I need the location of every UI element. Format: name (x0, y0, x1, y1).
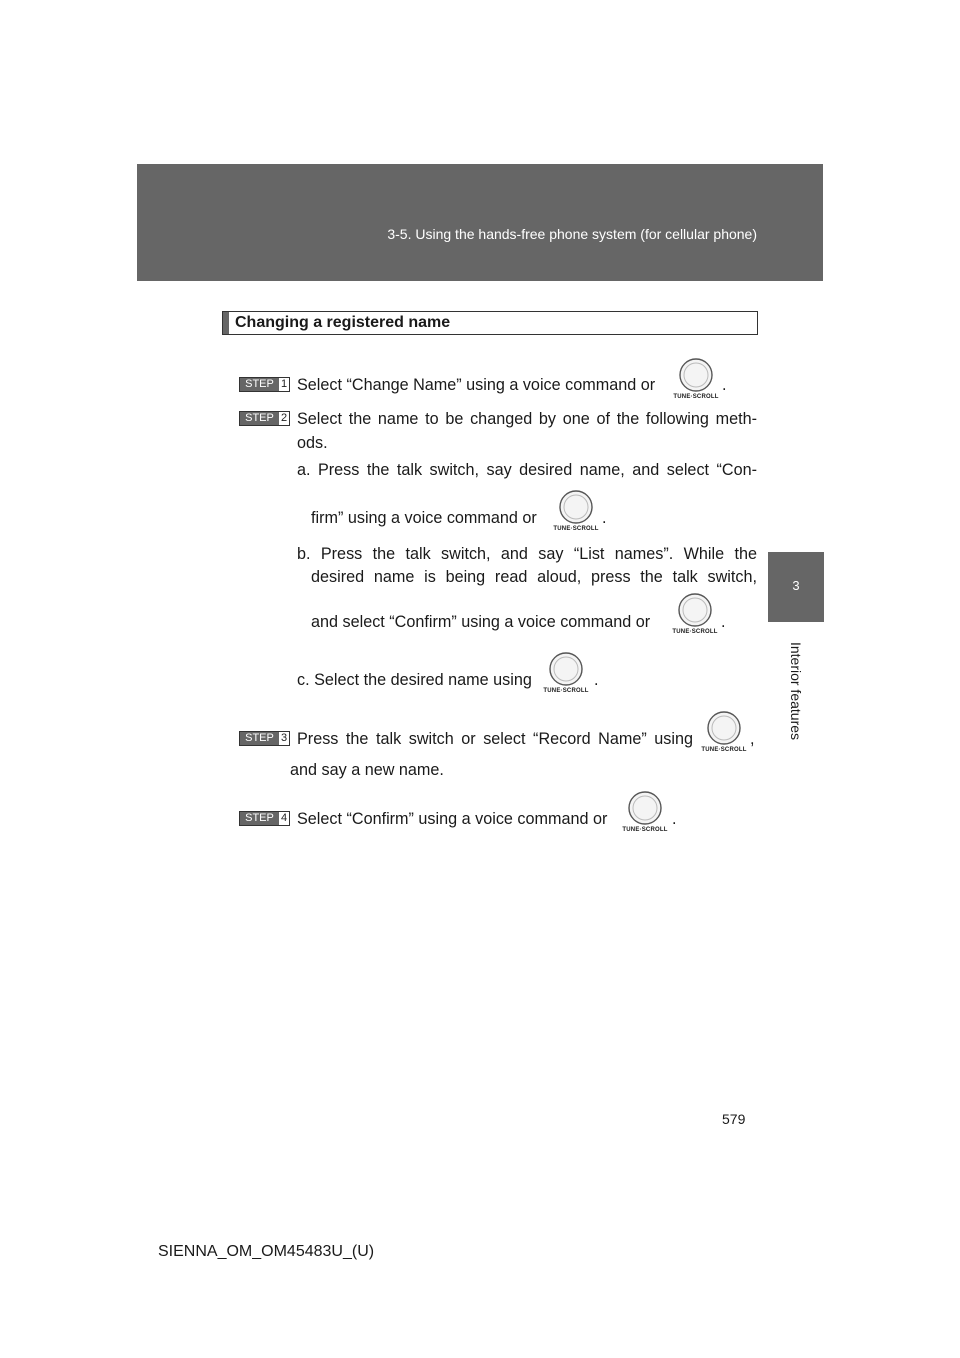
document-code: SIENNA_OM_OM45483U_(U) (158, 1243, 375, 1260)
knob-label: TUNE·SCROLL (673, 394, 719, 400)
step-3-end: , (750, 730, 755, 748)
step-1-text: Select “Change Name” using a voice command or (297, 376, 656, 394)
tune-scroll-knob-icon (700, 711, 748, 757)
substep-b-text-cont2: and select “Confirm” using a voice command or (311, 613, 651, 631)
substep-b-text-cont: desired name is being read aloud, press the talk switch, (311, 568, 757, 586)
tune-scroll-knob-icon (552, 490, 600, 536)
page-number: 579 (722, 1111, 746, 1127)
section-heading (222, 311, 758, 335)
chapter-header (137, 164, 823, 281)
step-badge-2 (239, 411, 290, 426)
substep-a-end: . (602, 509, 607, 527)
step-number: 1 (280, 378, 288, 390)
chapter-label: Interior features (788, 641, 804, 741)
knob-label: TUNE·SCROLL (672, 629, 718, 635)
step-4-end: . (672, 810, 677, 828)
substep-a-text-cont: firm” using a voice command or (311, 509, 537, 527)
step-number: 4 (280, 812, 288, 824)
step-2-text-cont: ods. (297, 434, 328, 452)
substep-b-text: b. Press the talk switch, and say “List names”. While the (297, 545, 757, 563)
knob-label: TUNE·SCROLL (543, 688, 589, 694)
step-number: 3 (280, 732, 288, 744)
knob-label: TUNE·SCROLL (622, 827, 668, 833)
tune-scroll-knob-icon (621, 791, 669, 837)
step-label: STEP (240, 812, 279, 825)
step-badge-3 (239, 731, 290, 746)
substep-b-end: . (721, 613, 726, 631)
substep-c-text: c. Select the desired name using (297, 671, 532, 689)
step-2-text: Select the name to be changed by one of the following meth- (297, 410, 757, 428)
step-3-text-cont: and say a new name. (290, 761, 444, 779)
chapter-number: 3 (792, 578, 800, 593)
step-badge-1 (239, 377, 290, 392)
section-heading-bar (223, 312, 229, 334)
step-3-text: Press the talk switch or select “Record Name” using (297, 730, 693, 748)
section-title: Changing a registered name (235, 314, 451, 331)
tune-scroll-knob-icon (671, 593, 719, 639)
substep-a-text: a. Press the talk switch, say desired name, and select “Con- (297, 461, 757, 479)
chapter-side-tab (768, 552, 824, 622)
step-badge-4 (239, 811, 290, 826)
header-section-title: 3-5. Using the hands-free phone system (for cellular phone) (387, 226, 757, 242)
step-1-end: . (722, 376, 727, 394)
substep-c-end: . (594, 671, 599, 689)
tune-scroll-knob-icon (542, 652, 590, 698)
step-label: STEP (240, 378, 279, 391)
step-label: STEP (240, 732, 279, 745)
knob-label: TUNE·SCROLL (553, 526, 599, 532)
step-4-text: Select “Confirm” using a voice command or (297, 810, 608, 828)
chapter-label-container (758, 628, 834, 754)
tune-scroll-knob-icon (672, 358, 720, 404)
step-number: 2 (280, 412, 288, 424)
knob-label: TUNE·SCROLL (701, 747, 747, 753)
step-label: STEP (240, 412, 279, 425)
